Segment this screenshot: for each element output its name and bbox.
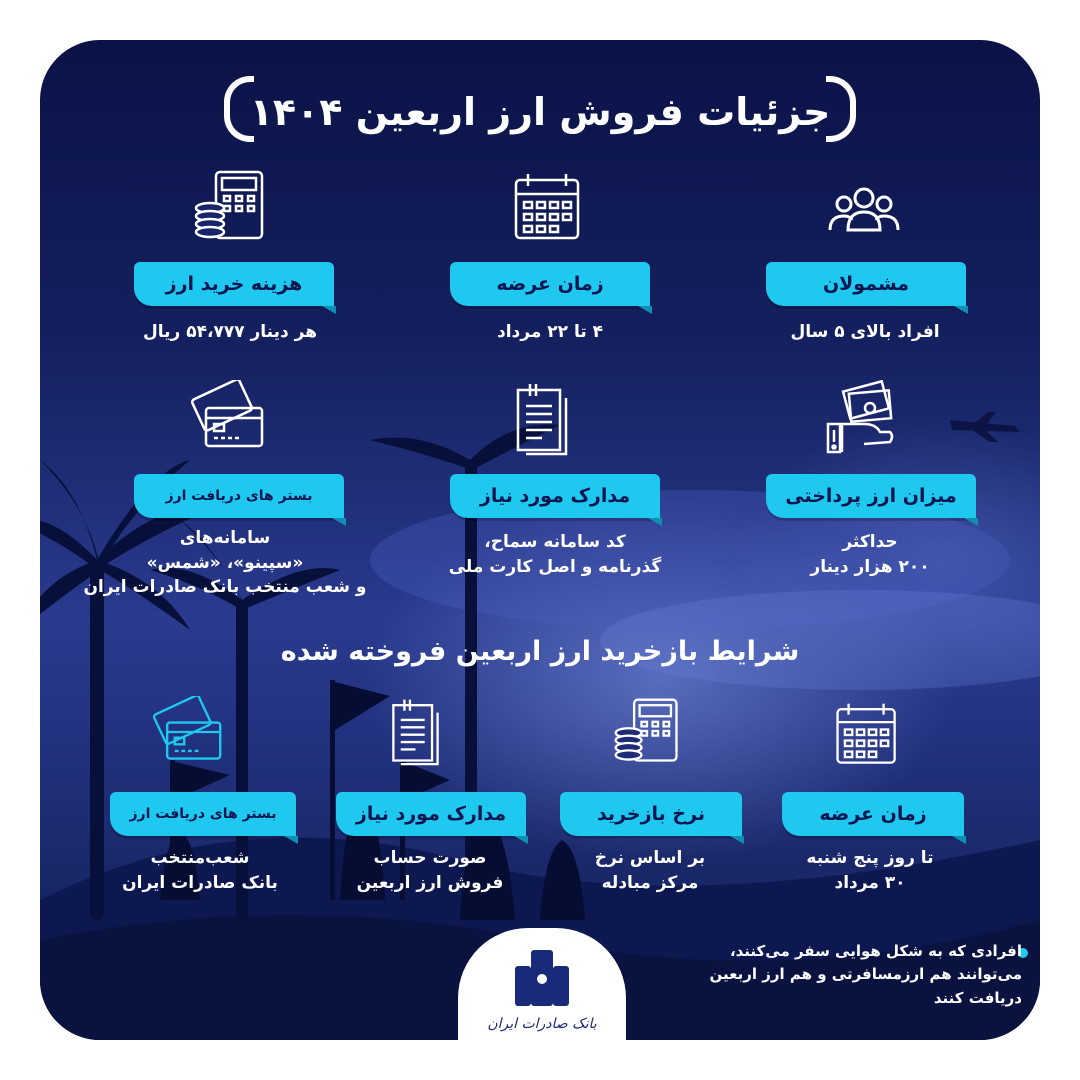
note-line: دریافت کنند (933, 988, 1022, 1007)
label-required-docs: مدارک مورد نیاز (450, 474, 660, 518)
label-purchase-cost: هزینه خرید ارز (134, 262, 334, 306)
desc-receive-channels (60, 526, 390, 600)
desc-repurchase-docs (330, 846, 530, 895)
desc-line: بر اساس نرخ (594, 848, 706, 868)
desc-purchase-cost (100, 320, 360, 345)
desc-line: ۳۰ مرداد (834, 872, 906, 893)
airplane-icon (950, 412, 1020, 442)
label-repurchase-rate: نرخ بازخرید (560, 792, 742, 836)
label-receive-channels: بستر های دریافت ارز (134, 474, 344, 518)
desc-offer-time (440, 320, 660, 345)
label-currency-amount: میزان ارز پرداختی (766, 474, 976, 518)
cash-hand-icon (824, 380, 900, 456)
desc-required-docs (420, 530, 690, 579)
desc-line: و شعب منتخب بانک صادرات ایران (83, 577, 367, 598)
label-repurchase-docs: مدارک مورد نیاز (336, 792, 526, 836)
bank-saderat-logo-icon (511, 946, 573, 1008)
note-line: می‌توانند هم ارزمسافرتی و هم ارز اربعین (709, 965, 1022, 984)
credit-cards-icon (190, 380, 266, 456)
desc-currency-amount (760, 530, 980, 579)
desc-line: کد سامانه سماح، (484, 532, 626, 552)
desc-line: گذرنامه و اصل کارت ملی (448, 556, 662, 577)
desc-line: صورت حساب (373, 848, 487, 868)
people-group-icon (826, 172, 902, 248)
desc-line: ۲۰۰ هزار دینار (810, 556, 930, 577)
desc-beneficiaries (760, 320, 970, 345)
label-repurchase-time: زمان عرضه (782, 792, 964, 836)
desc-line: حداکثر (842, 532, 898, 552)
label-repurchase-channels: بستر های دریافت ارز (110, 792, 296, 836)
air-travel-note (640, 940, 1022, 1010)
desc-repurchase-time (770, 846, 970, 895)
desc-repurchase-channels (100, 846, 300, 895)
label-offer-time: زمان عرضه (450, 262, 650, 306)
desc-line: ۴ تا ۲۲ مرداد (496, 322, 604, 342)
desc-line: تا روز پنج شنبه (806, 848, 934, 868)
documents-icon (510, 380, 586, 456)
desc-line: شعب‌منتخب (150, 848, 250, 868)
calculator-coins-icon (612, 696, 682, 766)
calendar-icon (832, 700, 902, 770)
credit-cards-icon (152, 696, 224, 768)
desc-line: هر دینار ۵۴،۷۷۷ ریال (143, 322, 317, 342)
desc-line: «سپینو»، «شمس» (146, 552, 304, 573)
desc-line: مرکز مبادله (601, 872, 699, 893)
desc-line: فروش ارز اربعین (356, 872, 504, 893)
section-subtitle: شرایط بازخرید ارز اربعین فروخته شده (280, 636, 800, 667)
note-line: افرادی که به شکل هوایی سفر می‌کنند، (729, 942, 1022, 960)
desc-line: سامانه‌های (179, 528, 271, 548)
desc-line: افراد بالای ۵ سال (790, 322, 940, 342)
page-title: جزئیات فروش ارز اربعین ۱۴۰۴ (249, 90, 831, 134)
calendar-icon (510, 170, 586, 246)
infographic-card (40, 40, 1040, 1040)
label-beneficiaries: مشمولان (766, 262, 966, 306)
bank-logo-card (458, 928, 626, 1040)
calculator-coins-icon (192, 168, 268, 244)
desc-line: بانک صادرات ایران (122, 872, 278, 893)
desc-repurchase-rate (550, 846, 750, 895)
bank-logo-text: بانک صادرات ایران (487, 1016, 597, 1032)
documents-icon (386, 696, 456, 766)
